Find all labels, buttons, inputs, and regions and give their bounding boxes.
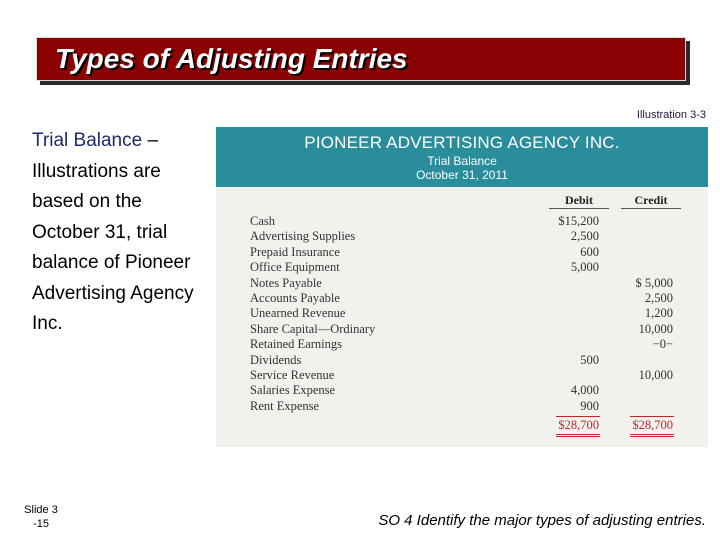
credit-amount: 10,000 — [638, 367, 673, 382]
credit-amount: 1,200 — [644, 306, 673, 321]
account-name: Service Revenue — [250, 367, 335, 382]
debit-amount: 900 — [580, 398, 599, 413]
debit-amount: 2,500 — [570, 229, 599, 244]
trial-balance-table — [216, 127, 708, 447]
account-name: Accounts Payable — [250, 290, 340, 305]
double-rule-credit — [630, 434, 674, 435]
credit-amount: 10,000 — [638, 321, 673, 336]
trial-balance-term: Trial Balance — [32, 130, 143, 151]
study-objective-footer: SO 4 Identify the major types of adjusting entries. — [378, 512, 706, 529]
table-row — [216, 276, 708, 291]
credit-amount: 2,500 — [644, 290, 673, 305]
slide-title: Types of Adjusting Entries — [55, 43, 408, 74]
table-row — [216, 245, 708, 260]
table-row — [216, 322, 708, 337]
account-name: Office Equipment — [250, 260, 340, 275]
table-row — [216, 306, 708, 321]
table-row — [216, 353, 708, 368]
total-credit: $28,700 — [632, 418, 673, 432]
table-row — [216, 214, 708, 229]
account-name: Prepaid Insurance — [250, 244, 340, 259]
credit-column-header: Credit — [621, 193, 681, 209]
account-rows — [216, 214, 708, 414]
table-row — [216, 368, 708, 383]
account-name: Retained Earnings — [250, 337, 342, 352]
table-row — [216, 337, 708, 352]
account-name: Dividends — [250, 352, 302, 367]
statement-name: Trial Balance — [427, 154, 497, 168]
slide-number — [18, 503, 64, 531]
double-rule-credit — [630, 436, 674, 437]
credit-amount: $ 5,000 — [635, 275, 673, 290]
total-rule-credit — [630, 416, 674, 417]
title-bar — [36, 37, 686, 81]
body-text — [32, 126, 210, 340]
credit-amount: −0− — [652, 337, 673, 352]
statement-date: October 31, 2011 — [416, 168, 508, 182]
account-name: Notes Payable — [250, 275, 322, 290]
body-text-rest: – Illustrations are based on the October 31, trial balance of Pioneer Advertising Agency Inc. — [32, 130, 194, 334]
total-debit: $28,700 — [558, 418, 599, 432]
debit-amount: $15,200 — [558, 214, 599, 228]
account-name: Share Capital—Ordinary — [250, 321, 376, 336]
trial-balance-header — [216, 127, 708, 187]
company-name: PIONEER ADVERTISING AGENCY INC. — [304, 133, 620, 152]
account-name: Cash — [250, 214, 275, 228]
table-row — [216, 399, 708, 414]
slide-number-line2: -15 — [33, 518, 49, 530]
table-row — [216, 229, 708, 244]
total-rule-debit — [556, 416, 600, 417]
debit-amount: 4,000 — [570, 383, 599, 398]
table-row — [216, 383, 708, 398]
account-name: Rent Expense — [250, 398, 320, 413]
debit-amount: 600 — [580, 244, 599, 259]
account-name: Advertising Supplies — [250, 229, 356, 244]
double-rule-debit — [556, 434, 600, 435]
table-row — [216, 260, 708, 275]
debit-column-header: Debit — [549, 193, 609, 209]
illustration-label: Illustration 3-3 — [636, 109, 706, 121]
account-name: Salaries Expense — [250, 383, 336, 398]
account-name: Unearned Revenue — [250, 306, 346, 321]
table-row — [216, 291, 708, 306]
debit-amount: 500 — [580, 352, 599, 367]
debit-amount: 5,000 — [570, 260, 599, 275]
slide-number-line1: Slide 3 — [24, 504, 58, 516]
double-rule-debit — [556, 436, 600, 437]
